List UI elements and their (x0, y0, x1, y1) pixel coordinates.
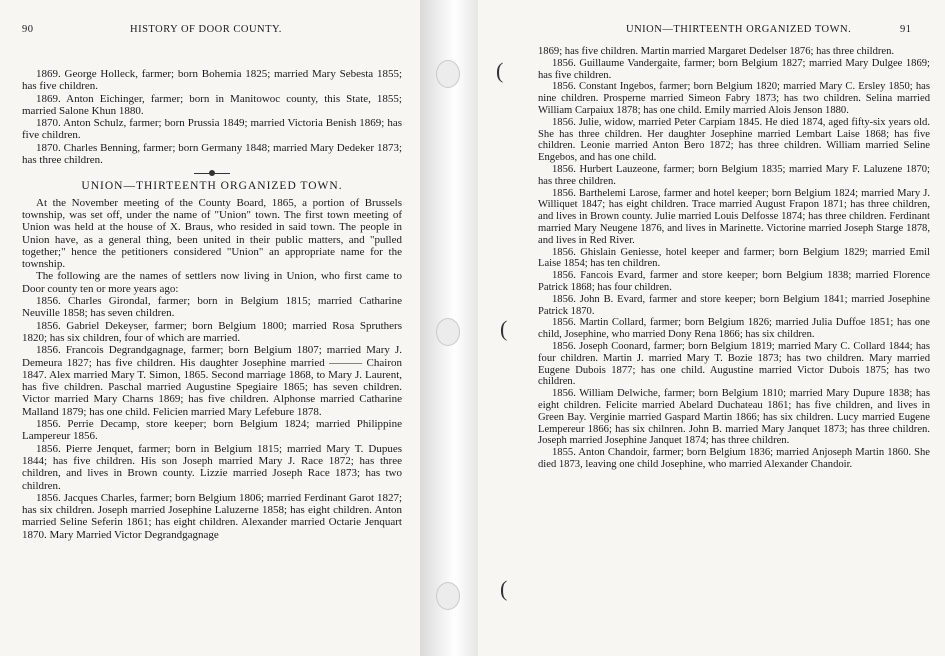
section-paragraph: The following are the names of settlers now living in Union, who first came to Door county ten or more years ago: (22, 270, 402, 295)
right-paragraph: 1856. Julie, widow, married Peter Carpiam 1845. He died 1874, aged fifty-six years old. She has three children. Her daughter Josephine married Lembart Laise 1868; has five children. Leonie married Anton Bero 1872; has three children. William married Seline Engebos, and has one child. (538, 116, 930, 164)
right-paragraph: 1856. Hurbert Lauzeone, farmer; born Belgium 1835; married Mary F. Laluzene 1870; has three children. (538, 163, 930, 187)
left-page (0, 0, 420, 656)
left-page-number: 90 (22, 24, 34, 35)
section-paragraph: 1856. Charles Girondal, farmer; born in Belgium 1815; married Catharine Neuville 1858; has seven children. (22, 295, 402, 320)
right-paragraph: 1855. Anton Chandoir, farmer; born Belgium 1836; married Anjoseph Martin 1860. She died 1873, leaving one child Josephine, who married Alexander Chandoir. (538, 447, 930, 470)
right-page (478, 0, 945, 656)
right-paragraph: 1856. Barthelemi Larose, farmer and hotel keeper; born Belgium 1824; married Mary J. Williquet 1847; has eight children. Trace married August Frapon 1871; has three children, and lives in Brown county. Julie married Louis Delfosse 1874; has three children. Ferdinant married Mary Neugene 1876, and lives in Marinette. Victorine married Joseph Starge 1878, and lives in Red River. (538, 187, 930, 246)
right-paragraph: 1856. Joseph Coonard, farmer; born Belgium 1819; married Mary C. Collard 1844; has four children. Martin J. married Mary T. Bozie 1873; has two children. Mary married Eugene Dubois 1877; has one child. Augustine married Victor Dubois 1875; has two children. (538, 340, 930, 388)
right-paragraph: 1856. Martin Collard, farmer; born Belgium 1826; married Julia Duffoe 1851; has one child, Josephine, who married Dony Rena 1866; has six children. (538, 317, 930, 341)
right-paragraph: 1856. Fancois Evard, farmer and store keeper; born Belgium 1838; married Florence Patrick 1868; has four children. (538, 270, 930, 293)
margin-bracket-mark: ( (500, 316, 508, 341)
left-paragraph: 1869. George Holleck, farmer; born Bohemia 1825; married Mary Sebesta 1855; has five children. (22, 68, 402, 93)
section-paragraph: 1856. Francois Degrandgagnage, farmer; born Belgium 1807; married Mary J. Demeura 1827; has five children. His daughter Josephine married ——— Chairon 1847. Alex married Mary T. Simon, 1865. Second marriage 1868, to Mary J. Laurent, has five children. Paschal married Augustine Spegiaire 1865; has seven children. Victor married Mary Charns 1869; has five children. Alphonse married Catharine Malland 1879; has one child. Felicien married Mary Lefebure 1878. (22, 344, 402, 418)
section-paragraph: 1856. Gabriel Dekeyser, farmer; born Belgium 1800; married Rosa Spruthers 1820; has six children, four of which are married. (22, 319, 402, 344)
left-page-body (22, 68, 402, 541)
right-page-body (538, 46, 930, 471)
margin-bracket-mark: ( (500, 576, 508, 601)
right-paragraph: 1856. John B. Evard, farmer and store keeper; born Belgium 1841; married Josephine Patrick 1870. (538, 293, 930, 317)
punch-hole (436, 318, 460, 346)
binding-gutter (420, 0, 478, 656)
left-running-head: HISTORY OF DOOR COUNTY. (130, 24, 282, 35)
section-divider-ornament (194, 170, 230, 176)
section-paragraph: 1856. Pierre Jenquet, farmer; born in Belgium 1815; married Mary T. Dupues 1844; has five children. His son Joseph married Mary J. Race 1872; has three children, and lives in Brown county. Lizzie married Joseph Race 1873; has two children. (22, 442, 402, 492)
right-paragraph: 1856. Constant Ingebos, farmer; born Belgium 1820; married Mary C. Ersley 1850; has nine children. Prosperne married Simeon Fabry 1873; has two children. Selina married William Carpaiux 1878; has one child. Emily married Alois Jenson 1880. (538, 81, 930, 116)
right-paragraph: 1856. Ghislain Geniesse, hotel keeper and farmer; born Belgium 1829; married Emil Laise 1854; has ten children. (538, 246, 930, 270)
left-paragraph: 1870. Charles Benning, farmer; born Germany 1848; married Mary Dedeker 1873; has three children. (22, 141, 402, 167)
section-paragraph: 1856. Jacques Charles, farmer; born Belgium 1806; married Ferdinant Garot 1827; has six children. Joseph married Josephine Laluzerne 1858; has eight children. Anton married Seline Seferin 1861; has eight children. Alexander married Octarie Jenquart 1870. Mary Married Victor Degrandgagnage (22, 491, 402, 541)
right-paragraph: 1856. William Delwiche, farmer; born Belgium 1810; married Mary Dupure 1838; has eight children. Felicite married Abelard Duchateau 1861; has five children, and lives in Green Bay. Verginie married Gaspard Martin 1866; has six children. Lucy married Eugene Lempereur 1866; has six chilnren. John B. married Mary Janquet 1873; has three children. Joseph married Josephine Janquet 1874; has three children. (538, 388, 930, 447)
right-page-number: 91 (900, 24, 912, 35)
left-paragraph: 1869. Anton Eichinger, farmer; born in Manitowoc county, this State, 1855; married Salone Khun 1880. (22, 92, 402, 117)
section-title: UNION—THIRTEENTH ORGANIZED TOWN. (81, 180, 343, 193)
right-running-head: UNION—THIRTEENTH ORGANIZED TOWN. (626, 24, 852, 35)
margin-bracket-mark: ( (496, 58, 504, 83)
punch-hole (436, 60, 460, 88)
right-paragraph: 1856. Guillaume Vandergaite, farmer; born Belgium 1827; married Mary Dulgee 1869; has five children. (538, 57, 930, 81)
left-paragraph: 1870. Anton Schulz, farmer; born Prussia 1849; married Victoria Benish 1869; has five children. (22, 117, 402, 142)
section-paragraph: At the November meeting of the County Board, 1865, a portion of Brussels township, was set off, under the name of "Union" town. The first town meeting of Union was held at the house of X. Braus, who resided in said town. The people in Union have, as a general thing, been united in their public matters, and "pulled together;" hence the petitioners considered "Union" an appropriate name for the township. (22, 196, 402, 271)
section-paragraph: 1856. Perrie Decamp, store keeper; born Belgium 1824; married Philippine Lampereur 1856. (22, 418, 402, 443)
right-paragraph: 1869; has five children. Martin married Margaret Dedelser 1876; has three children. (538, 46, 895, 57)
punch-hole (436, 582, 460, 610)
